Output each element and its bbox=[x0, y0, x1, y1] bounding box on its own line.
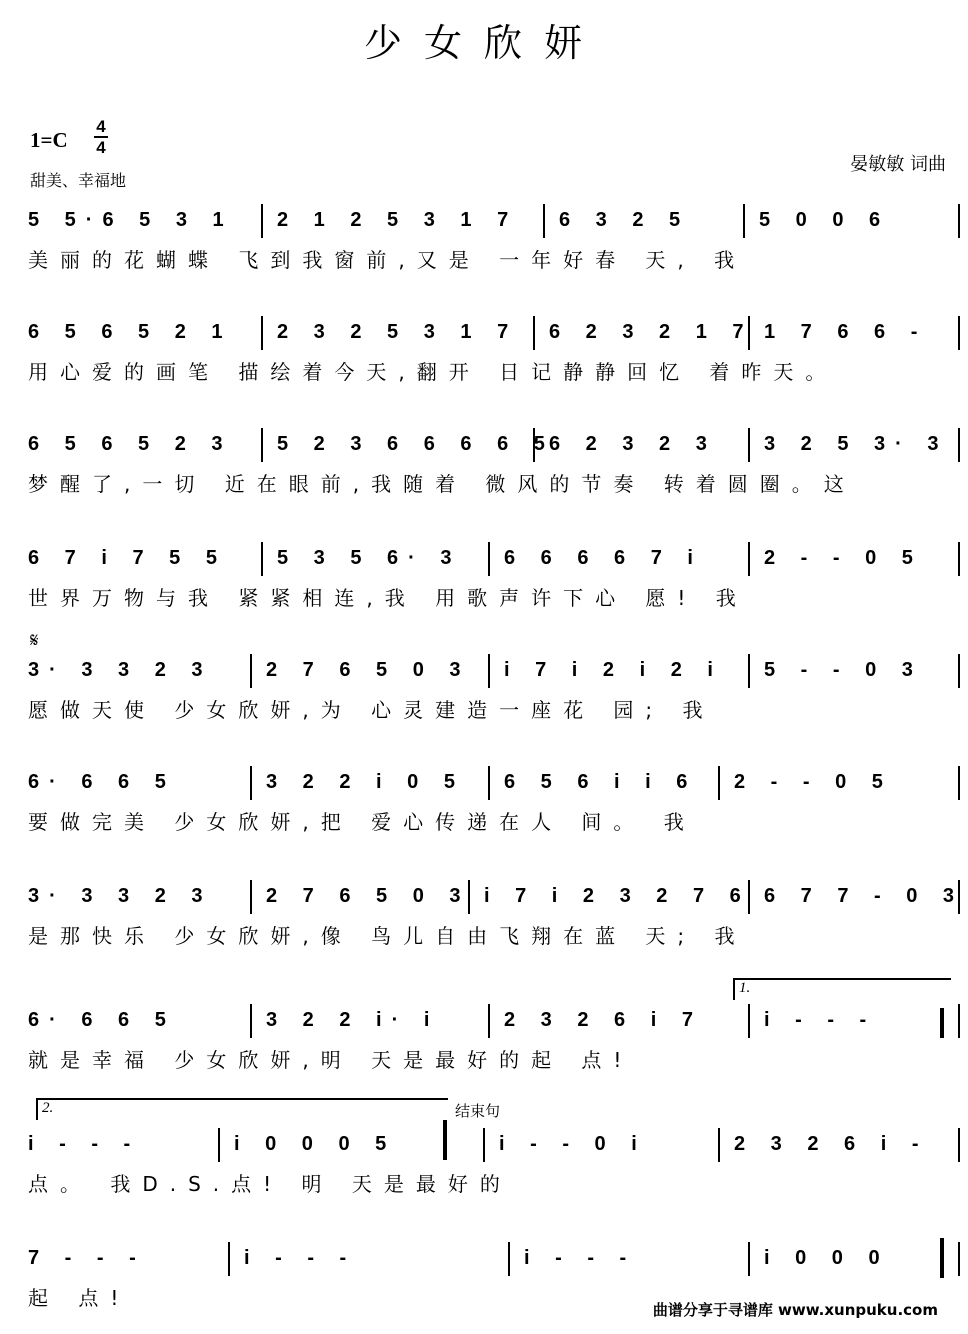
bar-line bbox=[748, 1004, 750, 1038]
measure-notes: 6 2 3 2 1 7 bbox=[549, 321, 754, 343]
measure-notes: 6 2 3 2 3 bbox=[549, 433, 717, 455]
score-row bbox=[28, 538, 956, 620]
measure-notes: 2 - - 0 5 bbox=[764, 547, 923, 569]
bar-line bbox=[261, 428, 263, 462]
measure-notes: 6 5 6 i i 6 bbox=[504, 771, 698, 793]
measure-notes: 5 - - 0 3 bbox=[764, 659, 923, 681]
bar-line bbox=[488, 1004, 490, 1038]
time-signature-bottom: 4 bbox=[96, 138, 106, 157]
final-bar bbox=[940, 1238, 944, 1278]
measure-notes: 2 3 2 6 i 7 bbox=[504, 1009, 703, 1031]
bar-line bbox=[748, 428, 750, 462]
measure-notes: 5 0 0 6 bbox=[759, 209, 891, 231]
measure-notes: 3 2 2 i 0 5 bbox=[266, 771, 465, 793]
score-row bbox=[28, 424, 956, 506]
bar-line bbox=[261, 542, 263, 576]
score-row bbox=[28, 312, 956, 394]
tempo-mood: 甜美、幸福地 bbox=[30, 171, 127, 190]
measure-notes: 6 7 i 7 5 5 bbox=[28, 547, 227, 569]
score-row bbox=[28, 650, 956, 732]
composer-credit: 晏敏敏 词曲 bbox=[850, 154, 946, 175]
bar-line bbox=[958, 1128, 960, 1162]
bar-line bbox=[718, 766, 720, 800]
time-signature-top: 4 bbox=[96, 117, 106, 136]
bar-line bbox=[748, 1242, 750, 1276]
measure-notes: i 0 0 0 5 bbox=[234, 1133, 397, 1155]
measure-notes: 7 - - - bbox=[28, 1247, 146, 1269]
measure-notes: 6 7 7 - 0 3 bbox=[764, 885, 965, 907]
bar-line bbox=[218, 1128, 220, 1162]
measure-notes: 6 5 6 5 2 3 bbox=[28, 433, 233, 455]
bar-line bbox=[958, 1242, 960, 1276]
bar-line bbox=[958, 880, 960, 914]
bar-line bbox=[250, 654, 252, 688]
bar-line bbox=[748, 654, 750, 688]
bar-line bbox=[958, 1004, 960, 1038]
bar-line bbox=[488, 654, 490, 688]
bar-line bbox=[250, 1004, 252, 1038]
score-row bbox=[28, 200, 956, 282]
measure-notes: i 0 0 0 bbox=[764, 1247, 890, 1269]
measure-notes: i 7 i 2 i 2 i bbox=[504, 659, 723, 681]
lyrics-line: 要做完美 少女欣妍,把 爱心传递在人 间。 我 bbox=[28, 810, 696, 834]
lyrics-line: 梦醒了,一切 近在眼前,我随着 微风的节奏 转着圆圈。这 bbox=[28, 472, 856, 496]
bar-line bbox=[533, 316, 535, 350]
time-signature bbox=[93, 118, 109, 156]
bar-line bbox=[488, 766, 490, 800]
score-row bbox=[28, 1000, 956, 1082]
bar-line bbox=[543, 204, 545, 238]
bar-line bbox=[748, 542, 750, 576]
measure-notes: 2 3 2 5 3 1 7 bbox=[277, 321, 519, 343]
bar-line bbox=[228, 1242, 230, 1276]
key-signature: 1=C bbox=[30, 128, 68, 152]
bar-line bbox=[748, 880, 750, 914]
score-row bbox=[28, 876, 965, 958]
measure-notes: 6 5 6 5 2 1 bbox=[28, 321, 233, 343]
measure-notes: 2 1 2 5 3 1 7 bbox=[277, 209, 519, 231]
lyrics-line: 愿做天使 少女欣妍,为 心灵建造一座花 园; 我 bbox=[28, 698, 715, 722]
volta-1: 1. bbox=[733, 978, 951, 1000]
measure-notes: i - - - bbox=[764, 1009, 877, 1031]
measure-notes: i - - - bbox=[28, 1133, 141, 1155]
measure-notes: 5 2 3 6 6 6 6 5 bbox=[277, 433, 555, 455]
bar-line bbox=[483, 1128, 485, 1162]
score-row bbox=[28, 762, 956, 844]
bar-line bbox=[533, 428, 535, 462]
bar-line bbox=[958, 316, 960, 350]
measure-notes: i - - - bbox=[524, 1247, 637, 1269]
measure-notes: 3 2 2 i· i bbox=[266, 1009, 440, 1031]
measure-notes: 5 5·6 5 3 1 bbox=[28, 209, 234, 231]
measure-notes: 1 7 6 6 - bbox=[764, 321, 928, 343]
measure-notes: 2 3 2 6 i - bbox=[734, 1133, 929, 1155]
measure-notes: 3 2 5 3· 3 bbox=[764, 433, 949, 455]
lyrics-line: 用心爱的画笔 描绘着今天,翻开 日记静静回忆 着昨天。 bbox=[28, 360, 838, 384]
bar-line bbox=[958, 204, 960, 238]
bar-line bbox=[508, 1242, 510, 1276]
bar-line bbox=[748, 316, 750, 350]
lyrics-line: 是那快乐 少女欣妍,像 鸟儿自由飞翔在蓝 天; 我 bbox=[28, 924, 747, 948]
bar-line bbox=[958, 542, 960, 576]
measure-notes: 3· 3 3 2 3 bbox=[28, 659, 213, 681]
lyrics-line: 世界万物与我 紧紧相连,我 用歌声许下心 愿! 我 bbox=[28, 586, 748, 610]
lyrics-line: 起 点! bbox=[28, 1286, 131, 1310]
section-double-bar bbox=[443, 1120, 447, 1160]
measure-notes: i 7 i 2 3 2 7 6 bbox=[484, 885, 751, 907]
bar-line bbox=[743, 204, 745, 238]
bar-line bbox=[958, 654, 960, 688]
measure-notes: 2 - - 0 5 bbox=[734, 771, 893, 793]
lyrics-line: 美丽的花蝴蝶 飞到我窗前,又是 一年好春 天, 我 bbox=[28, 248, 747, 272]
bar-line bbox=[488, 542, 490, 576]
measure-notes: 6· 6 6 5 bbox=[28, 771, 176, 793]
footer-credit: 曲谱分享于寻谱库 www.xunpuku.com bbox=[652, 1301, 938, 1319]
bar-line bbox=[958, 766, 960, 800]
measure-notes: 2 7 6 5 0 3 bbox=[266, 885, 471, 907]
bar-line bbox=[250, 766, 252, 800]
segno-icon: 𝄋 bbox=[30, 628, 39, 652]
measure-notes: 3· 3 3 2 3 bbox=[28, 885, 213, 907]
measure-notes: 2 7 6 5 0 3 bbox=[266, 659, 471, 681]
score-row bbox=[28, 1124, 956, 1206]
lyrics-line: 就是幸福 少女欣妍,明 天是最好的起 点! bbox=[28, 1048, 634, 1072]
bar-line bbox=[958, 428, 960, 462]
measure-notes: i - - 0 i bbox=[499, 1133, 647, 1155]
repeat-end-bar bbox=[940, 1008, 944, 1038]
measure-notes: i - - - bbox=[244, 1247, 357, 1269]
bar-line bbox=[261, 204, 263, 238]
bar-line bbox=[261, 316, 263, 350]
coda-label: 结束句 bbox=[455, 1102, 501, 1120]
measure-notes: 5 3 5 6· 3 bbox=[277, 547, 462, 569]
measure-notes: 6 3 2 5 bbox=[559, 209, 691, 231]
measure-notes: 6· 6 6 5 bbox=[28, 1009, 176, 1031]
song-title: 少女欣妍 bbox=[363, 21, 604, 65]
volta-2: 2. bbox=[36, 1098, 448, 1120]
measure-notes: 6 6 6 6 7 i bbox=[504, 547, 703, 569]
lyrics-line: 点。 我D.S.点! 明 天是最好的 bbox=[28, 1172, 512, 1196]
bar-line bbox=[250, 880, 252, 914]
bar-line bbox=[718, 1128, 720, 1162]
bar-line bbox=[468, 880, 470, 914]
